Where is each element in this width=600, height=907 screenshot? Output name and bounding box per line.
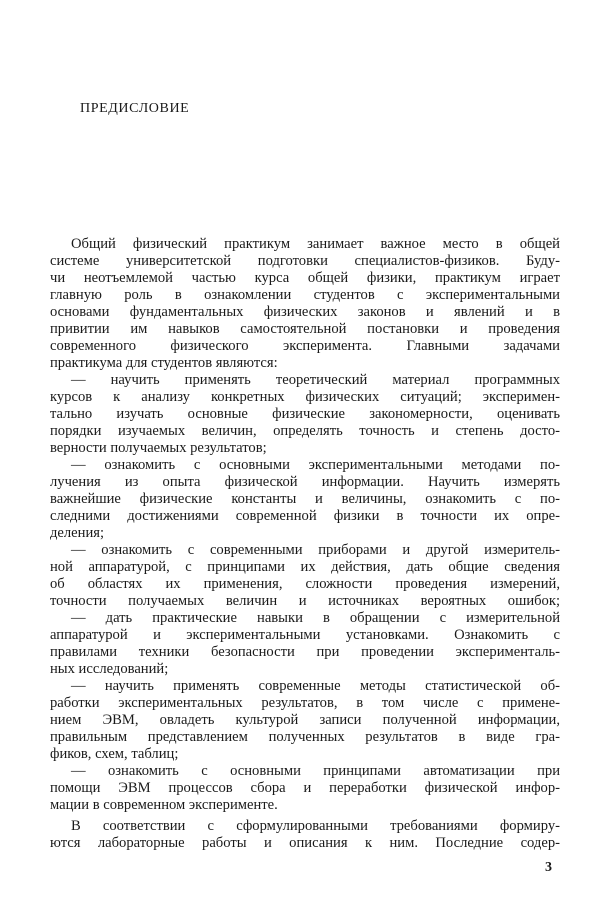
text-line: системе университетской подготовки специалистов-физиков. Буду- <box>50 253 560 269</box>
text-line: Общий физический практикум занимает важное место в общей <box>71 236 560 252</box>
text-line: правилами техники безопасности при проведении эксперименталь- <box>50 644 560 660</box>
page-number: 3 <box>545 860 552 875</box>
text-line: основами фундаментальных физических законов и явлений и в <box>50 304 560 320</box>
body-text <box>50 236 560 852</box>
text-line: следними достижениями современной физики в точности их опре- <box>50 508 560 524</box>
text-line: порядки изучаемых величин, определять точность и степень досто- <box>50 423 560 439</box>
text-line: нием ЭВМ, овладеть культурой записи полученной информации, <box>50 712 560 728</box>
text-line: — ознакомить с основными принципами автоматизации при <box>71 763 560 779</box>
text-line: ются лабораторные работы и описания к ним. Последние содер- <box>50 835 560 851</box>
text-line: В соответствии с сформулированными требованиями формиру- <box>71 818 560 834</box>
text-line: об областях их применения, сложности проведения измерений, <box>50 576 560 592</box>
text-line: — ознакомить с современными приборами и другой измеритель- <box>71 542 560 558</box>
text-line: привитии им навыков самостоятельной постановки и проведения <box>50 321 560 337</box>
text-line: точности получаемых величин и источниках вероятных ошибок; <box>50 593 560 609</box>
text-line: — дать практические навыки в обращении с измерительной <box>71 610 560 626</box>
text-line: ной аппаратурой, с принципами их действия, дать общие сведения <box>50 559 560 575</box>
text-line: верности получаемых результатов; <box>50 440 267 456</box>
text-line: главную роль в ознакомлении студентов с экспериментальными <box>50 287 560 303</box>
text-line: правильным представлением полученных результатов в виде гра- <box>50 729 560 745</box>
text-line: ных исследований; <box>50 661 169 677</box>
text-line: важнейшие физические константы и величины, ознакомить с по- <box>50 491 560 507</box>
page-heading: ПРЕДИСЛОВИЕ <box>80 101 190 116</box>
text-line: лучения из опыта физической информации. Научить измерять <box>50 474 560 490</box>
text-line: — научить применять современные методы статистической об- <box>71 678 560 694</box>
text-line: курсов к анализу конкретных физических ситуаций; эксперимен- <box>50 389 560 405</box>
text-line: тально изучать основные физические закономерности, оценивать <box>50 406 560 422</box>
text-line: деления; <box>50 525 105 541</box>
text-line: работки экспериментальных результатов, в том числе с примене- <box>50 695 560 711</box>
text-line: — ознакомить с основными экспериментальными методами по- <box>71 457 560 473</box>
text-line: мации в современном эксперименте. <box>50 797 278 813</box>
text-line: аппаратурой и экспериментальными установками. Ознакомить с <box>50 627 560 643</box>
text-line: практикума для студентов являются: <box>50 355 278 371</box>
text-line: чи неотъемлемой частью курса общей физики, практикум играет <box>50 270 560 286</box>
text-line: — научить применять теоретический материал программных <box>71 372 560 388</box>
text-line: современного физического эксперимента. Главными задачами <box>50 338 560 354</box>
text-line: помощи ЭВМ процессов сбора и переработки физической инфор- <box>50 780 560 796</box>
text-line: фиков, схем, таблиц; <box>50 746 179 762</box>
